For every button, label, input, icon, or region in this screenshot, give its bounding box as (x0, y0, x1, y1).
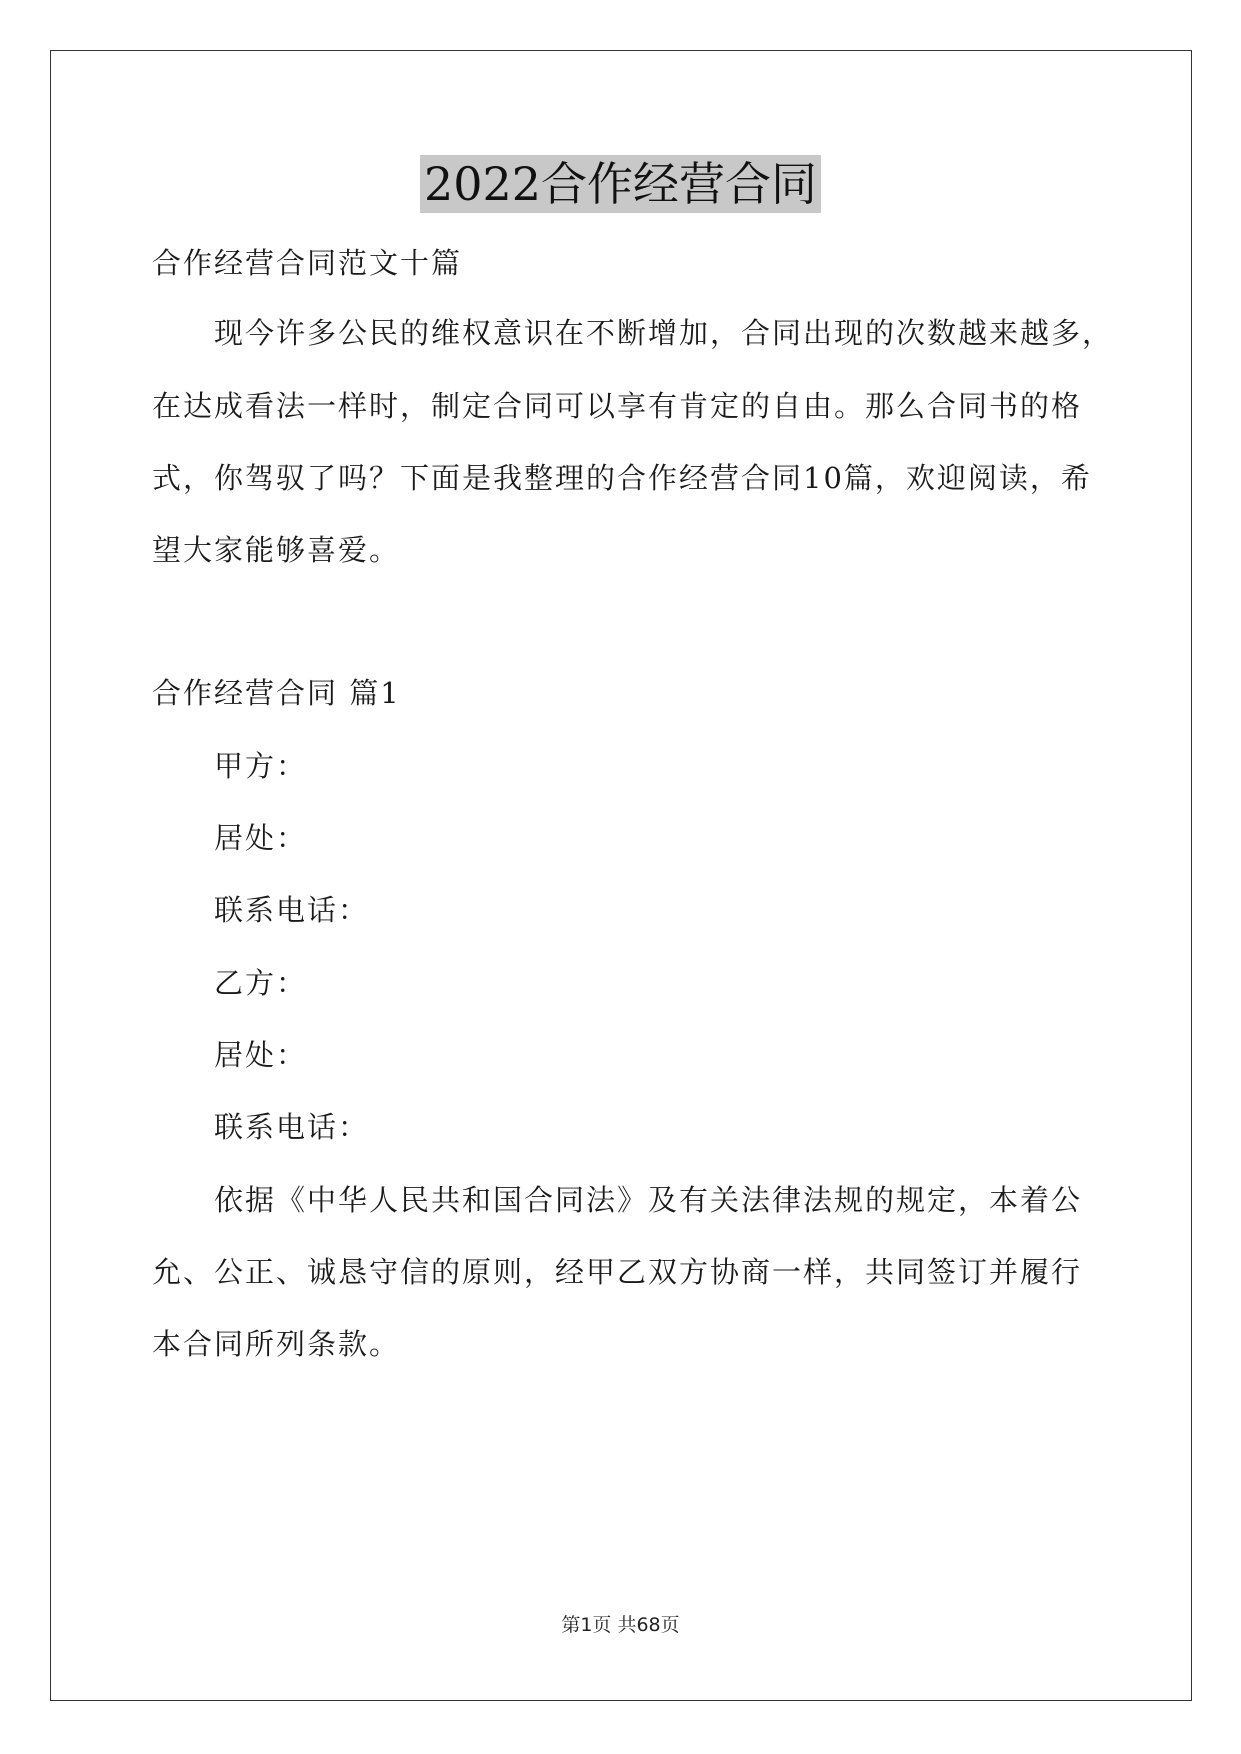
intro-line-2: 在达成看法一样时，制定合同可以享有肯定的自由。那么合同书的格 (152, 389, 1083, 423)
page-footer: 第1页 共68页 (561, 1614, 680, 1636)
party-b-address-label: 居处： (214, 1038, 308, 1072)
section-heading: 合作经营合同 篇1 (152, 676, 401, 710)
page-frame (50, 50, 1192, 1701)
intro-line-3: 式，你驾驭了吗？下面是我整理的合作经营合同10篇，欢迎阅读，希 (152, 461, 1092, 495)
basis-line-1: 依据《中华人民共和国合同法》及有关法律法规的规定，本着公 (214, 1183, 1083, 1217)
party-b-label: 乙方： (214, 966, 308, 1000)
party-b-phone-label: 联系电话： (214, 1110, 370, 1144)
document-subtitle: 合作经营合同范文十篇 (152, 246, 463, 280)
party-a-label: 甲方： (214, 749, 308, 783)
basis-line-2: 允、公正、诚恳守信的原则，经甲乙双方协商一样，共同签订并履行 (152, 1255, 1083, 1289)
intro-line-4: 望大家能够喜爱。 (152, 533, 401, 567)
document-title-text: 2022合作经营合同 (420, 155, 821, 213)
party-a-address-label: 居处： (214, 821, 308, 855)
intro-line-1: 现今许多公民的维权意识在不断增加，合同出现的次数越来越多， (214, 316, 1114, 350)
document-title (0, 155, 1241, 213)
basis-line-3: 本合同所列条款。 (152, 1327, 401, 1361)
party-a-phone-label: 联系电话： (214, 893, 370, 927)
